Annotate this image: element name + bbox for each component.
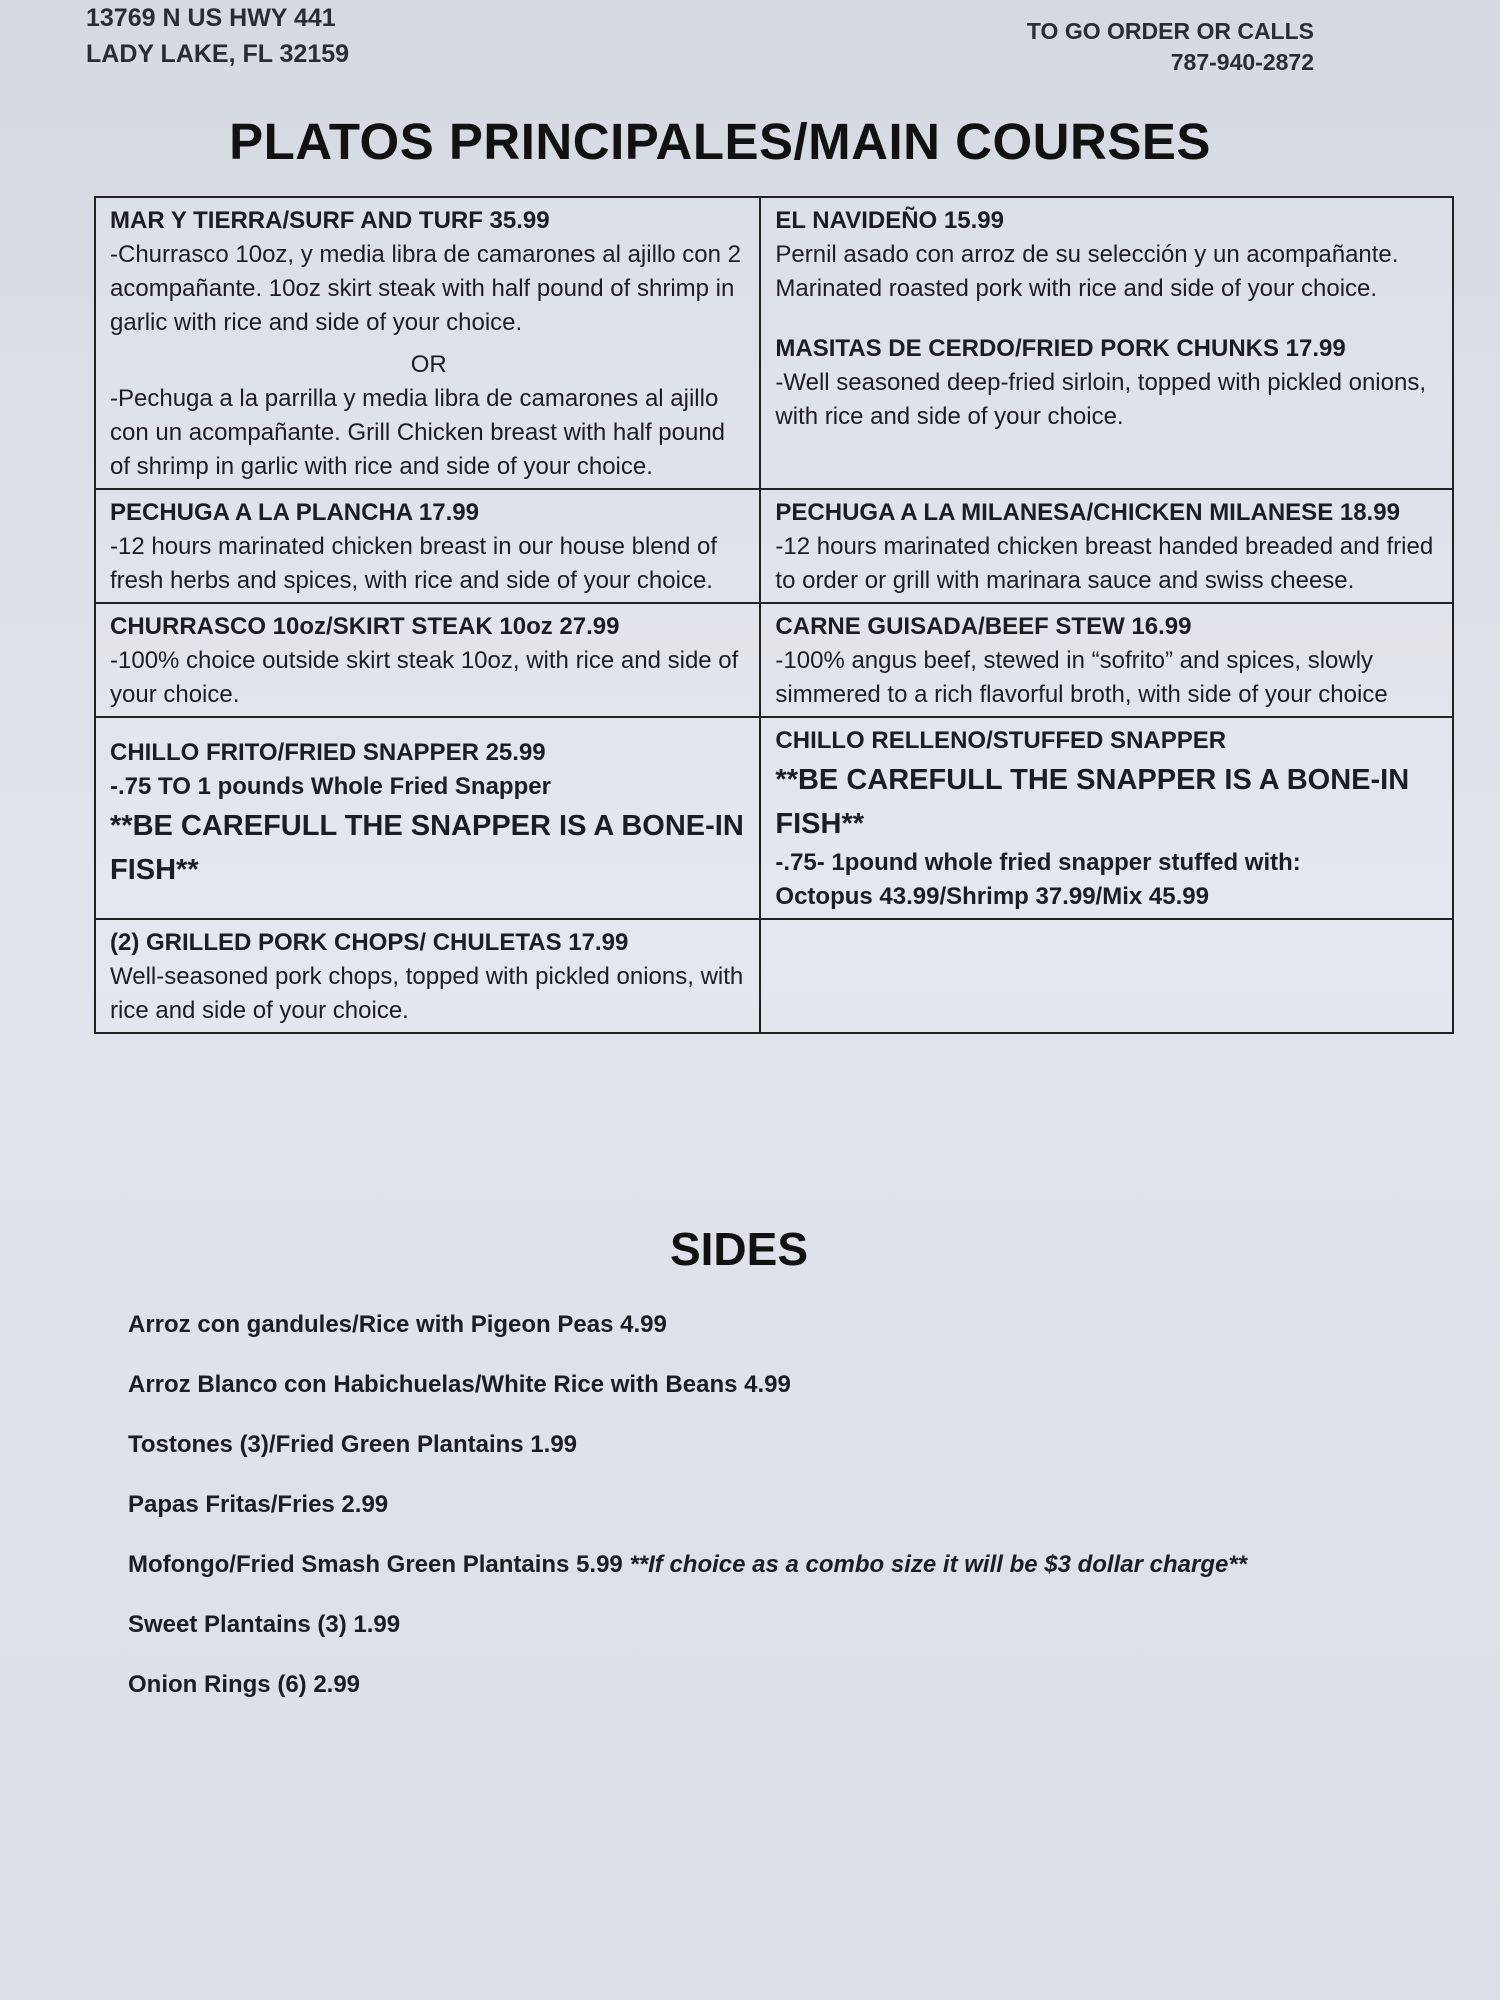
dish-name: PECHUGA A LA PLANCHA 17.99 <box>110 499 479 526</box>
phone-number: 787-940-2872 <box>1170 49 1314 75</box>
contact-label: TO GO ORDER OR CALLS <box>1026 18 1314 44</box>
page-title: PLATOS PRINCIPALES/MAIN COURSES <box>229 113 1211 170</box>
dish-name: MASITAS DE CERDO/FRIED PORK CHUNKS 17.99 <box>775 335 1346 362</box>
dish-description: -.75- 1pound whole fried snapper stuffed with: <box>775 849 1301 876</box>
dish-name: CHURRASCO 10oz/SKIRT STEAK 10oz 27.99 <box>110 613 620 640</box>
dish-description: Pernil asado con arroz de su selección y un acompañante. Marinated roasted pork with rice and side of your choice. <box>775 241 1399 302</box>
combo-note: **If choice as a combo size it will be $3 dollar charge** <box>629 1551 1248 1578</box>
dish-name: CHILLO RELLENO/STUFFED SNAPPER <box>775 727 1227 754</box>
sides-list <box>128 1310 1247 1730</box>
dish-pechuga-plancha <box>95 489 760 603</box>
side-item-label: Mofongo/Fried Smash Green Plantains 5.99 <box>128 1551 623 1578</box>
side-item: Arroz con gandules/Rice with Pigeon Peas 4.99 <box>128 1311 667 1338</box>
contact-info <box>1027 16 1314 78</box>
dish-name: CHILLO FRITO/FRIED SNAPPER 25.99 <box>110 739 546 766</box>
dish-name: EL NAVIDEÑO 15.99 <box>775 207 1004 234</box>
address-line-2: LADY LAKE, FL 32159 <box>86 40 350 68</box>
side-item: Arroz Blanco con Habichuelas/White Rice with Beans 4.99 <box>128 1371 791 1398</box>
side-item: Papas Fritas/Fries 2.99 <box>128 1491 389 1518</box>
side-item: Onion Rings (6) 2.99 <box>128 1671 361 1698</box>
dish-weight: -.75 TO 1 pounds Whole Fried Snapper <box>110 773 551 800</box>
side-item-mofongo <box>128 1550 1247 1580</box>
stuffing-prices: Octopus 43.99/Shrimp 37.99/Mix 45.99 <box>775 883 1209 910</box>
dish-name: CARNE GUISADA/BEEF STEW 16.99 <box>775 613 1192 640</box>
dish-description: -100% angus beef, stewed in “sofrito” and spices, slowly simmered to a rich flavorful broth, with side of your choice <box>775 647 1388 708</box>
address-line-1: 13769 N US HWY 441 <box>86 4 336 32</box>
restaurant-address <box>86 0 349 72</box>
dish-pechuga-milanesa <box>760 489 1453 603</box>
or-label: OR <box>410 351 447 378</box>
empty-cell <box>760 919 1453 1033</box>
dish-carne-guisada <box>760 603 1453 717</box>
dish-option-2: -Pechuga a la parrilla y media libra de camarones al ajillo con un acompañante. Grill Chicken breast with half pound of shrimp in garlic with rice and side of your choice. <box>110 385 726 480</box>
dish-description: Well-seasoned pork chops, topped with pickled onions, with rice and side of your choice. <box>110 963 744 1024</box>
main-courses-table <box>94 196 1454 1034</box>
dish-option-1: -Churrasco 10oz, y media libra de camarones al ajillo con 2 acompañante. 10oz skirt steak with half pound of shrimp in garlic with rice and side of your choice. <box>110 241 741 336</box>
bone-warning: **BE CAREFULL THE SNAPPER IS A BONE-IN FISH** <box>110 810 744 886</box>
bone-warning: **BE CAREFULL THE SNAPPER IS A BONE-IN FISH** <box>775 764 1410 840</box>
dish-description: -12 hours marinated chicken breast in our house blend of fresh herbs and spices, with rice and side of your choice. <box>110 533 718 594</box>
dish-chillo-frito <box>95 717 760 919</box>
side-item: Tostones (3)/Fried Green Plantains 1.99 <box>128 1431 578 1458</box>
dish-churrasco <box>95 603 760 717</box>
dish-chillo-relleno <box>760 717 1453 919</box>
dish-pork-chops <box>95 919 760 1033</box>
dish-el-navideno <box>760 197 1453 489</box>
dish-description: -Well seasoned deep-fried sirloin, topped with pickled onions, with rice and side of your choice. <box>775 369 1426 430</box>
dish-surf-and-turf <box>95 197 760 489</box>
sides-title: SIDES <box>669 1223 809 1275</box>
dish-name: PECHUGA A LA MILANESA/CHICKEN MILANESE 18.99 <box>775 499 1400 526</box>
dish-name: MAR Y TIERRA/SURF AND TURF 35.99 <box>110 207 550 234</box>
side-item: Sweet Plantains (3) 1.99 <box>128 1611 401 1638</box>
dish-description: -12 hours marinated chicken breast handed breaded and fried to order or grill with marinara sauce and swiss cheese. <box>775 533 1434 594</box>
dish-name: (2) GRILLED PORK CHOPS/ CHULETAS 17.99 <box>110 929 629 956</box>
dish-description: -100% choice outside skirt steak 10oz, with rice and side of your choice. <box>110 647 739 708</box>
